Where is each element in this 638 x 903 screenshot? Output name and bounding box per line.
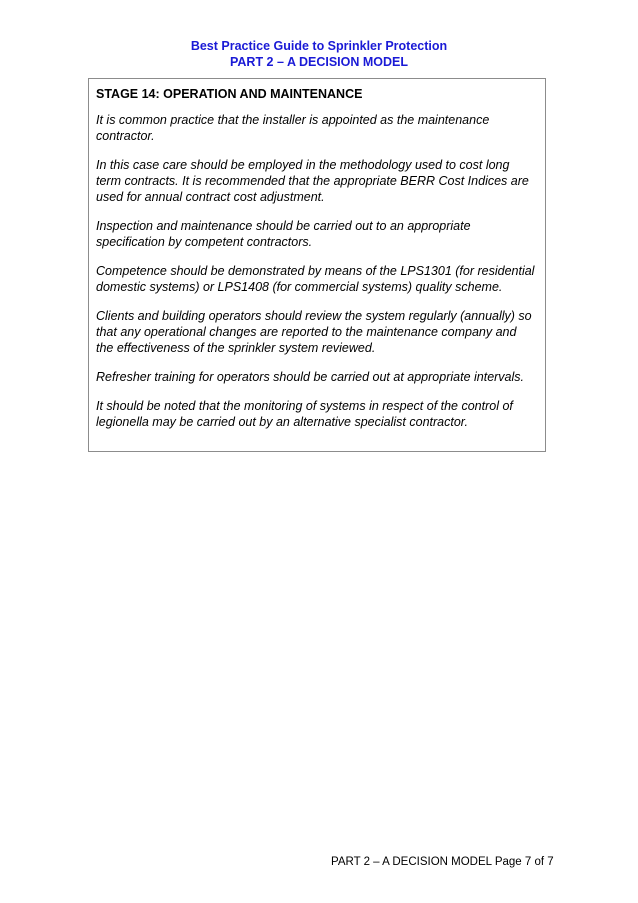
document-title: Best Practice Guide to Sprinkler Protection bbox=[190, 39, 448, 53]
stage-title: STAGE 14: OPERATION AND MAINTENANCE bbox=[96, 87, 363, 101]
paragraph-training: Refresher training for operators should be carried out at appropriate intervals. bbox=[96, 370, 525, 384]
paragraph-cost: In this case care should be employed in the methodology used to cost long term contracts. It is recommended that the appropriate BERR Cost Indices are used for annual contract cost adjustment. bbox=[96, 158, 529, 204]
paragraph-legionella: It should be noted that the monitoring of systems in respect of the control of legionella may be carried out by an alternative specialist contractor. bbox=[96, 399, 513, 429]
page-header bbox=[0, 38, 638, 70]
stage-box bbox=[88, 78, 546, 452]
paragraph-installer: It is common practice that the installer is appointed as the maintenance contractor. bbox=[96, 113, 490, 143]
paragraph-review: Clients and building operators should review the system regularly (annually) so that any operational changes are reported to the maintenance company and the effectiveness of the sprinkler system reviewed. bbox=[96, 309, 532, 355]
paragraph-inspection: Inspection and maintenance should be carried out to an appropriate specification by competent contractors. bbox=[96, 219, 471, 249]
page-footer: PART 2 – A DECISION MODEL Page 7 of 7 bbox=[331, 856, 554, 868]
section-title: PART 2 – A DECISION MODEL bbox=[229, 55, 409, 69]
paragraph-competence: Competence should be demonstrated by means of the LPS1301 (for residential domestic systems) or LPS1408 (for commercial systems) quality scheme. bbox=[96, 264, 535, 294]
